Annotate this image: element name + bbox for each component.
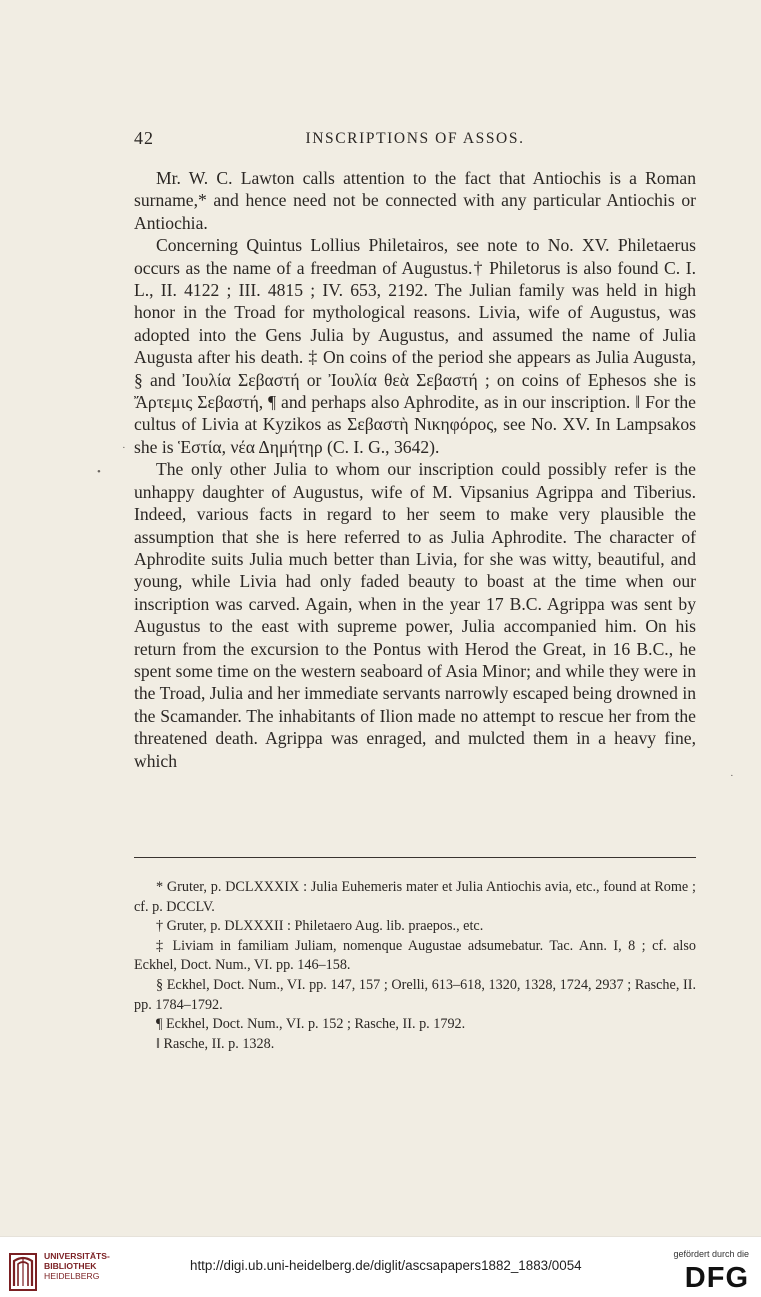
page-number: 42 bbox=[134, 128, 154, 148]
margin-dot: • bbox=[97, 466, 101, 478]
footnote: ‡ Liviam in familiam Juliam, nomenque Augustae adsumebatur. Tac. Ann. I, 8 ; cf. also Eckhel, Doct. Num., VI. pp. 146–158. bbox=[134, 937, 696, 974]
footnote: † Gruter, p. DLXXXII : Philetaero Aug. lib. praepos., etc. bbox=[156, 918, 484, 935]
dfg-logo[interactable]: DFG bbox=[684, 1262, 749, 1294]
footnote-rule bbox=[134, 857, 696, 858]
footnote: § Eckhel, Doct. Num., VI. pp. 147, 157 ; Orelli, 613–618, 1320, 1328, 1724, 2937 ; Rasche, II. pp. 1784–1792. bbox=[134, 976, 696, 1013]
sponsor-caption: gefördert durch die bbox=[673, 1249, 749, 1259]
margin-dot: · bbox=[730, 770, 734, 782]
body-text bbox=[134, 167, 696, 772]
paragraph: The only other Julia to whom our inscription could possibly refer is the unhappy daughter of Augustus, wife of M. Vipsanius Agrippa and Tiberius. Indeed, various facts in regard to her seem to make very plausible the assumption that she is here referred to as Julia Aphrodite. The character of Aphrodite suits Julia much better than Livia, for she was witty, beautiful, and young, while Livia had only faded beauty to boast at the time when our inscription was carved. Again, when in the year 17 B.C. Agrippa was sent by Augustus to the east with supreme power, Julia accompanied him. On his return from the excursion to the Pontus with Herod the Great, in 16 B.C., he spent some time on the western seaboard of Asia Minor; and while they were in the Troad, Julia and her immediate servants narrowly escaped being drowned in the Scamander. The inhabitants of Ilion made no attempt to rescue her from the threatened death. Agrippa was enraged, and mulcted them in a heavy fine, which bbox=[134, 459, 696, 771]
footnote: ¶ Eckhel, Doct. Num., VI. p. 152 ; Rasche, II. p. 1792. bbox=[156, 1016, 466, 1033]
permalink-url[interactable]: http://digi.ub.uni-heidelberg.de/diglit/ascsapapers1882_1883/0054 bbox=[190, 1258, 582, 1273]
footnote: * Gruter, p. DCLXXXIX : Julia Euhemeris mater et Julia Antiochis avia, etc., found at Rome ; cf. p. DCCLV. bbox=[134, 879, 696, 915]
paragraph: Mr. W. C. Lawton calls attention to the fact that Antiochis is a Roman surname,* and hence need not be connected with any particular Antiochis or Antiochia. bbox=[134, 168, 696, 233]
running-title: INSCRIPTIONS OF ASSOS. bbox=[305, 130, 525, 147]
footnotes bbox=[134, 878, 696, 1054]
university-library-logo-icon[interactable] bbox=[8, 1251, 38, 1293]
margin-dot: · bbox=[122, 442, 126, 454]
footnote: ‖ Rasche, II. p. 1328. bbox=[156, 1035, 275, 1052]
viewer-footer bbox=[0, 1236, 761, 1297]
paragraph: Concerning Quintus Lollius Philetairos, see note to No. XV. Philetaerus occurs as the name of a freedman of Augustus.† Philetorus is also found C. I. L., II. 4122 ; III. 4815 ; IV. 653, 2192. The Julian family was held in high honor in the Troad for mythological reasons. Livia, wife of Augustus, was adopted into the Gens Julia by Augustus, and assumed the name of Julia Augusta after his death. ‡ On coins of the period she appears as Julia Augusta, § and Ἰουλία Σεβαστή or Ἰουλία θεὰ Σεβαστή ; on coins of Ephesos she is Ἄρτεμις Σεβαστή, ¶ and perhaps also Aphrodite, as in our inscription. ‖ For the cultus of Livia at Kyzikos as Σεβαστὴ Νικηφόρος, see No. XV. In Lampsakos she is Ἑστία, νέα Δημήτηρ (C. I. G., 3642). bbox=[134, 235, 696, 457]
page-header bbox=[134, 128, 696, 150]
library-name: UNIVERSITÄTS- BIBLIOTHEK HEIDELBERG bbox=[44, 1251, 110, 1281]
